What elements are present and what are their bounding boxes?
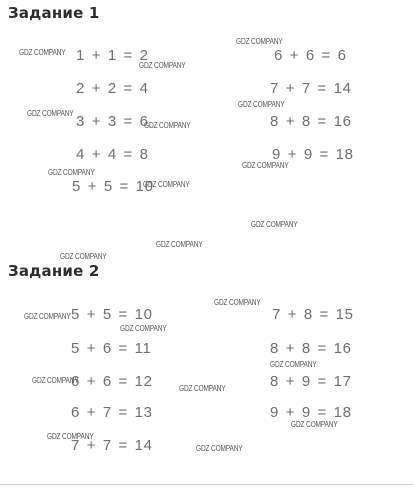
task-2-equation-5: 7 + 7 = 14 [71,437,153,454]
task-2-heading: Задание 2 [8,262,100,280]
task-2-equation-9: 9 + 9 = 18 [270,404,352,421]
watermark: GDZ COMPANY [196,444,243,453]
watermark: GDZ COMPANY [19,48,66,57]
task-2-equation-8: 8 + 9 = 17 [270,373,352,390]
watermark: GDZ COMPANY [48,168,95,177]
watermark: GDZ COMPANY [120,324,167,333]
watermark: GDZ COMPANY [214,298,261,307]
watermark: GDZ COMPANY [238,100,285,109]
watermark: GDZ COMPANY [47,432,94,441]
watermark: GDZ COMPANY [60,252,107,261]
task-1-equation-9: 9 + 9 = 18 [272,146,354,163]
task-1-equation-1: 1 + 1 = 2 [76,47,149,64]
watermark: GDZ COMPANY [143,180,190,189]
task-1-heading: Задание 1 [8,4,100,22]
task-2-equation-4: 6 + 7 = 13 [71,404,153,421]
watermark: GDZ COMPANY [236,37,283,46]
task-1-equation-3: 3 + 3 = 6 [76,113,149,130]
bottom-divider [0,484,413,485]
watermark: GDZ COMPANY [24,312,71,321]
task-2-equation-6: 7 + 8 = 15 [272,306,354,323]
task-2-equation-1: 5 + 5 = 10 [71,306,153,323]
watermark: GDZ COMPANY [291,420,338,429]
task-1-equation-7: 7 + 7 = 14 [270,80,352,97]
watermark: GDZ COMPANY [27,109,74,118]
watermark: GDZ COMPANY [139,61,186,70]
watermark: GDZ COMPANY [156,240,203,249]
task-1-equation-2: 2 + 2 = 4 [76,80,149,97]
watermark: GDZ COMPANY [144,121,191,130]
task-2-equation-7: 8 + 8 = 16 [270,340,352,357]
watermark: GDZ COMPANY [251,220,298,229]
watermark: GDZ COMPANY [179,384,226,393]
task-1-equation-5: 5 + 5 = 10 [72,178,154,195]
watermark: GDZ COMPANY [270,360,317,369]
task-2-equation-3: 6 + 6 = 12 [71,373,153,390]
task-1-equation-8: 8 + 8 = 16 [270,113,352,130]
task-1-equation-6: 6 + 6 = 6 [274,47,347,64]
watermark: GDZ COMPANY [242,161,289,170]
task-2-equation-2: 5 + 6 = 11 [71,340,152,357]
task-1-equation-4: 4 + 4 = 8 [76,146,149,163]
watermark: GDZ COMPANY [32,376,79,385]
